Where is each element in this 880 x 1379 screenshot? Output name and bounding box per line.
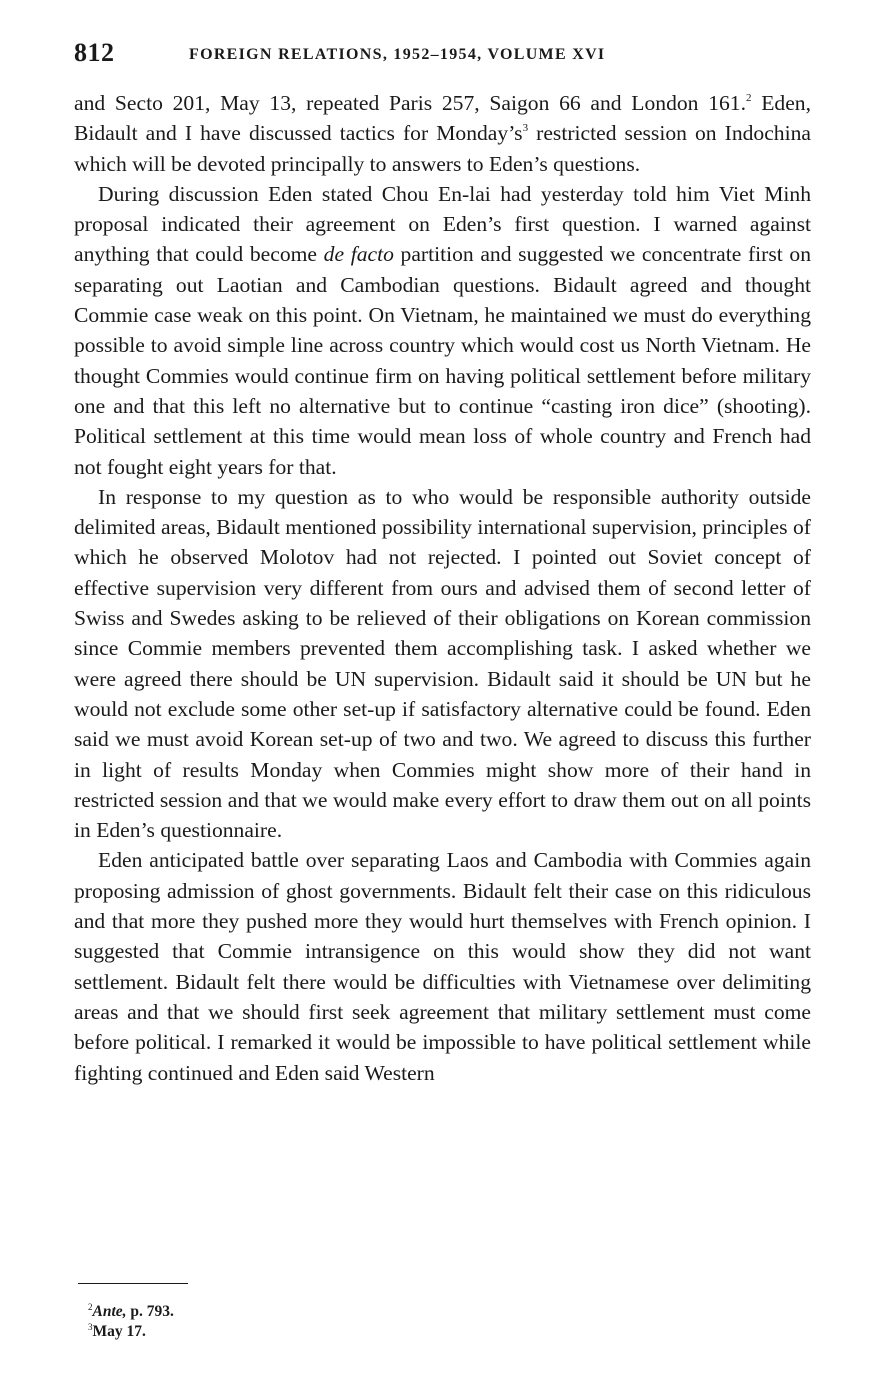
running-head [74,38,814,72]
footnote-divider [78,1283,188,1284]
paragraph-1-part-b: Eden, Bidault and I have discussed tactics for Monday’s [74,91,811,146]
paragraph-3: In response to my question as to who would be responsible authority outside delimited areas, Bidault mentioned possibility international supervision, principles of which he observed Molotov had not rejected. I pointed out Soviet concept of effective supervision very different from ours and advised them of second letter of Swiss and Swedes asking to be relieved of their obligations on Korean commission since Commie members prevented them accomplishing task. I asked whether we were agreed there should be UN supervision. Bidault said it should be UN but he would not exclude some other set-up if satisfactory alternative could be found. Eden said we must avoid Korean set-up of two and two. We agreed to discuss this further in light of results Monday when Commies might show more of their hand in restricted session and that we would make every effort to draw them out on all points in Eden’s questionnaire. [74,484,811,843]
footnote-text: May 17. [92,1323,146,1340]
body-text [74,88,811,1088]
paragraph-1 [74,88,811,179]
page-number: 812 [74,38,115,67]
footnote-text: p. 793. [126,1303,174,1320]
footnote-mark-3: 3 [522,122,529,135]
paragraph-4: Eden anticipated battle over separating Laos and Cambodia with Commies again proposing admission of ghost governments. Bidault felt their case on this ridiculous and that more they pushed more they would hurt themselves with French opinion. I suggested that Commie intransigence on this would show they did not want settlement. Bidault felt there would be difficulties with Vietnamese over delimiting areas and that we should first seek agreement that military settlement must come before political. I remarked it would be impossible to have political settlement while fighting continued and Eden said Western [74,848,811,1085]
footnotes [88,1302,174,1342]
footnote-mark-2: 2 [746,92,752,104]
paragraph-2-part-a: During discussion Eden stated Chou En-lai had yesterday told him Viet Minh proposal indicated their agreement on Eden’s first question. I warned against anything that could become [74,181,811,267]
paragraph-1-part-a: and Secto 201, May 13, repeated Paris 257, Saigon 66 and London 161. [74,91,746,115]
paragraph-2-part-b: partition and suggested we concentrate first on separating out Laotian and Cambodian questions. Bidault agreed and thought Commie case weak on this point. On Vietnam, he maintained we must do everything possible to avoid simple line across country which would cost us North Vietnam. He thought Commies would continue firm on having political settlement before military one and that this left no alternative but to continue “casting iron dice” (shooting). Political settlement at this time would mean loss of whole country and French had not fought eight years for that. [74,242,811,479]
footnote-reference: Ante, [92,1303,127,1320]
italic-term: de facto [323,242,394,267]
paragraph-1-part-c: restricted session on Indochina which will be devoted principally to answers to Eden’s questions. [74,121,811,176]
footnote-3 [88,1322,174,1342]
paragraph-2 [74,179,811,482]
running-title: FOREIGN RELATIONS, 1952–1954, VOLUME XVI [189,46,606,63]
footnote-2 [88,1302,174,1322]
footnote-number: 3 [88,1322,93,1332]
footnote-number: 2 [88,1302,93,1312]
